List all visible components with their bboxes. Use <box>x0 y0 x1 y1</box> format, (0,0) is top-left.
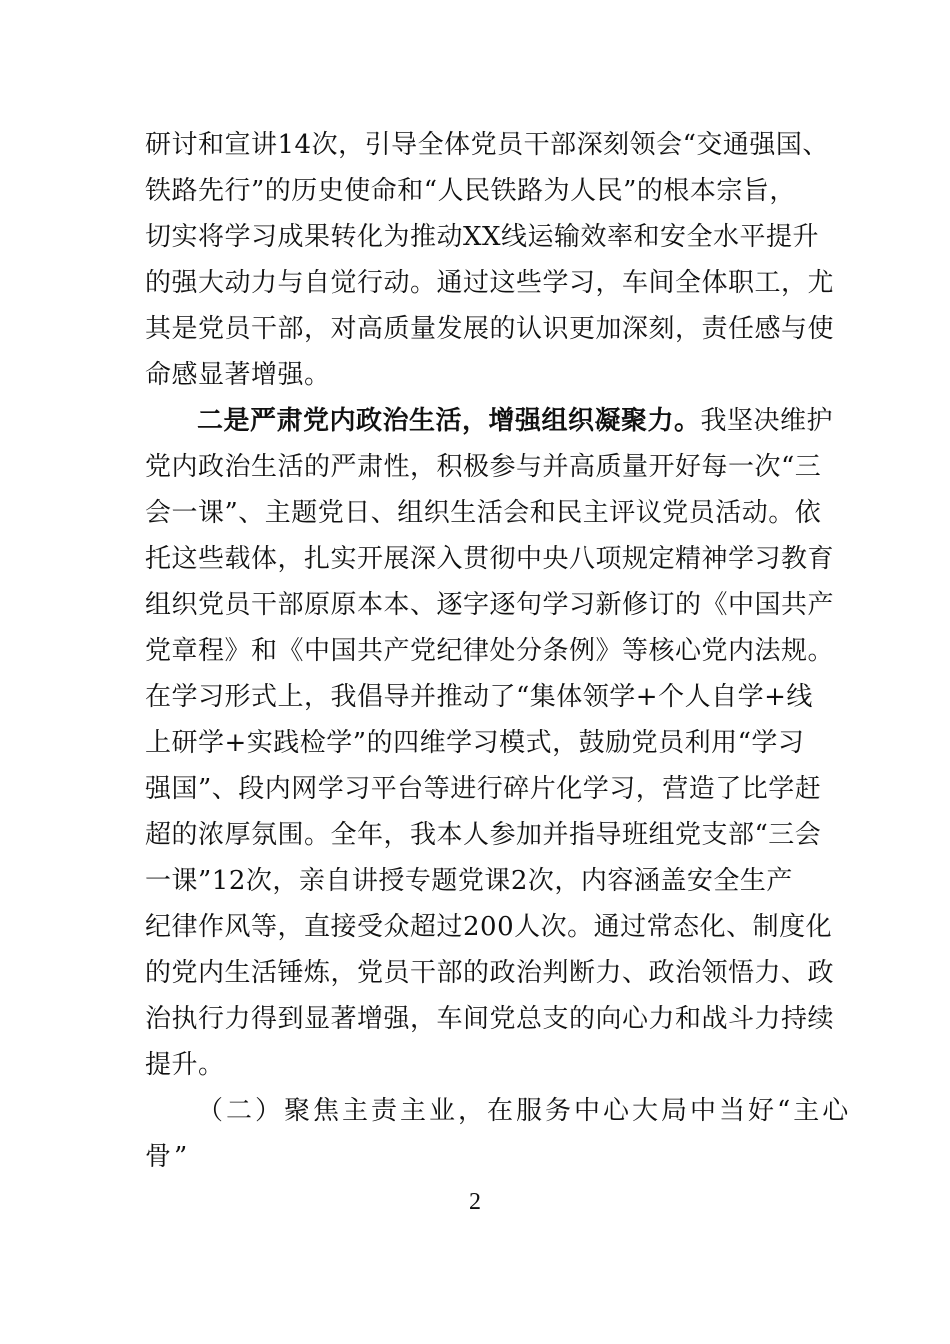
paragraph-2-line-8: 强国”、段内网学习平台等进行碎片化学习，营造了比学赶 <box>145 774 822 804</box>
paragraph-1-line-4: 的强大动力与自觉行动。通过这些学习，车间全体职工，尤 <box>145 268 835 298</box>
paragraph-2-line-11: 纪律作风等，直接受众超过200人次。通过常态化、制度化 <box>145 912 833 942</box>
paragraph-2-line-6: 在学习形式上，我倡导并推动了“集体领学+个人自学+线 <box>145 682 813 712</box>
section-heading-line-2: 骨” <box>145 1142 191 1172</box>
page-number: 2 <box>469 1189 481 1215</box>
paragraph-2-line-2: 会一课”、主题党日、组织生活会和民主评议党员活动。依 <box>145 498 822 528</box>
paragraph-2-line-9: 超的浓厚氛围。全年，我本人参加并指导班组党支部“三会 <box>145 820 822 850</box>
paragraph-1-line-2: 铁路先行”的历史使命和“人民铁路为人民”的根本宗旨， <box>145 176 796 206</box>
paragraph-2-bold-lead: 二是严肃党内政治生活，增强组织凝聚力。 <box>197 406 701 436</box>
paragraph-2-line-14: 提升。 <box>145 1050 225 1080</box>
paragraph-2-line-7: 上研学+实践检学”的四维学习模式，鼓励党员利用“学习 <box>145 728 805 758</box>
paragraph-2-line-12: 的党内生活锤炼，党员干部的政治判断力、政治领悟力、政 <box>145 958 835 988</box>
paragraph-2-line-10: 一课”12次，亲自讲授专题党课2次，内容涵盖安全生产 <box>145 866 793 896</box>
paragraph-2-line-13: 治执行力得到显著增强，车间党总支的向心力和战斗力持续 <box>145 1004 835 1034</box>
paragraph-2-line-5: 党章程》和《中国共产党纪律处分条例》等核心党内法规。 <box>145 636 835 666</box>
paragraph-2-line-3: 托这些载体，扎实开展深入贯彻中央八项规定精神学习教育 <box>145 544 835 574</box>
paragraph-1-line-3: 切实将学习成果转化为推动XX线运输效率和安全水平提升 <box>145 222 820 252</box>
paragraph-1-line-1: 研讨和宣讲14次，引导全体党员干部深刻领会“交通强国、 <box>145 130 829 160</box>
paragraph-1-line-5: 其是党员干部，对高质量发展的认识更加深刻，责任感与使 <box>145 314 835 344</box>
paragraph-2-line-4: 组织党员干部原原本本、逐字逐句学习新修订的《中国共产 <box>145 590 835 620</box>
paragraph-2-first-line-rest: 我坚决维护 <box>700 406 834 436</box>
paragraph-1-line-6: 命感显著增强。 <box>145 360 331 390</box>
paragraph-2-line-1: 党内政治生活的严肃性，积极参与并高质量开好每一次“三 <box>145 452 822 482</box>
paragraph-2-first-line <box>197 404 834 438</box>
section-heading-line-1: （二）聚焦主责主业，在服务中心大局中当好“主心 <box>197 1096 852 1126</box>
